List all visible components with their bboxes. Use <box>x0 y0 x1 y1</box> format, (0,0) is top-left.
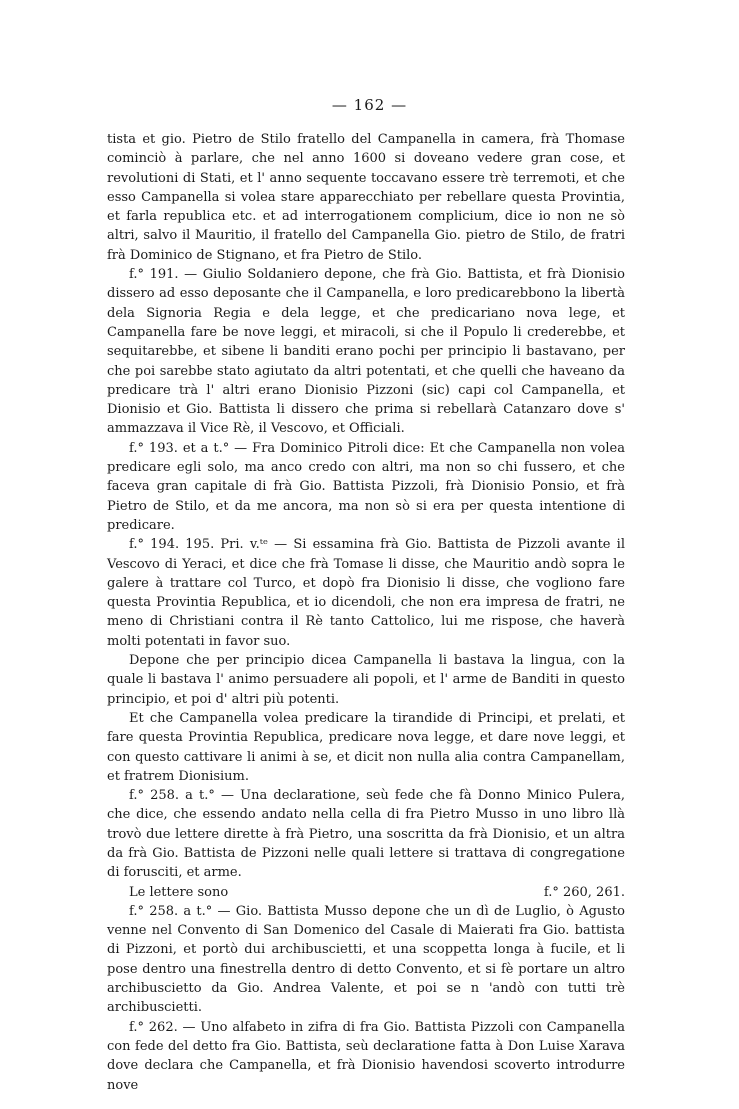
lettere-line <box>107 883 625 902</box>
paragraph-5: Depone che per principio dicea Campanella li bastava la lingua, con la quale li bastava l' animo persuadere ali popoli, et l' arme de Banditi in questo principio, et poi d' altri più potenti. <box>107 653 625 707</box>
paragraph-4: f.° 194. 195. Pri. v.ᵗᵉ — Si essamina frà Gio. Battista de Pizzoli avante il Vescovo di Yeraci, et dice che frà Tomase li disse, che Mauritio andò sopra le galere à trattare col Turco, et dopò fra Dionisio li disse, che vogliono fare questa Provintia Republica, et io dicendoli, che non era impresa de fratri, ne meno di Christiani contra il Rè tanto Cattolico, lui me rispose, che haverà molti potentati in favor suo. <box>107 537 625 649</box>
body-text <box>107 130 625 1095</box>
paragraph-7: f.° 258. a t.° — Una declaratione, seù fede che fà Donno Minico Pulera, che dice, che essendo andato nella cella di fra Pietro Musso in uno libro llà trovò due lettere dirette à frà Pietro, una soscritta da frà Dionisio, et un altra da frà Gio. Battista de Pizzoni nelle quali lettere si trattava di congregatione di forusciti, et arme. <box>107 788 625 881</box>
paragraph-8: f.° 258. a t.° — Gio. Battista Musso depone che un dì de Luglio, ò Agusto venne nel Convento di San Domenico del Casale di Maierati fra Gio. battista di Pizzoni, et portò dui archibuscietti, et una scoppetta longa à fucile, et li pose dentro una finestrella dentro di detto Convento, et si fè portare un altro archibuscietto da Gio. Andrea Valente, et poi se n 'andò con tutti trè archibuscietti. <box>107 903 625 1016</box>
paragraph-1: tista et gio. Pietro de Stilo fratello del Campanella in camera, frà Thomase cominciò à parlare, che nel anno 1600 si doveano vedere gran cose, et revolutioni di Stati, et l' anno sequente toccavano essere trè terremoti, et che esso Campanella si volea stare apparecchiato per rebellare questa Provintia, et farla republica etc. et ad interrogationem complicium, dice io non ne sò altri, salvo il Mauritio, il fratello del Campanella Gio. pietro de Stilo, de fratri frà Dominico de Stignano, et fra Pietro de Stilo. <box>107 132 625 263</box>
page-number: — 162 — <box>331 96 408 114</box>
paragraph-9: f.° 262. — Uno alfabeto in zifra di fra Gio. Battista Pizzoli con Campanella con fede del detto fra Gio. Battista, seù declaratione fatta à Don Luise Xarava dove declara che Campanella, et frà Dionisio havendosi scoverto introdurre nove <box>107 1019 625 1093</box>
paragraph-6: Et che Campanella volea predicare la tirandide di Principi, et prelati, et fare questa Provintia Republica, predicare nova legge, et dare nove leggi, et con questo cattivare li animi à se, et dicit non nulla alia contra Campanellam, et fratrem Dionisium. <box>107 710 625 784</box>
lettere-ref: f.° 260, 261. <box>543 884 625 900</box>
lettere-label: Le lettere sono <box>129 884 229 900</box>
paragraph-2: f.° 191. — Giulio Soldaniero depone, che frà Gio. Battista, et frà Dionisio dissero ad esso deposante che il Campanella, e loro predicarebbono la libertà dela Signoria Regia e dela legge, et che predicariano nova lege, et Campanella fare be nove leggi, et miracoli, si che il Populo li crederebbe, et sequitarebbe, et sibene li banditi erano pochi per principio li bastavano, per che poi sarebbe stato agiutato da altri potentati, et che quelli che haveano da predicare trà l' altri erano Dionisio Pizzoni (sic) capi col Campanella, et Dionisio et Gio. Battista li dissero che prima si rebellarà Catanzaro dove s' ammazzava il Vice Rè, il Vescovo, et Officiali. <box>107 267 625 437</box>
paragraph-3: f.° 193. et a t.° — Fra Dominico Pitroli dice: Et che Campanella non volea predicare egli solo, ma anco credo con altri, ma non so chi fussero, et che faceva gran capitale di frà Gio. Battista Pizzoli, frà Dionisio Ponsio, et frà Pietro de Stilo, et da me ancora, ma non sò si era per questa intentione di predicare. <box>107 440 625 533</box>
